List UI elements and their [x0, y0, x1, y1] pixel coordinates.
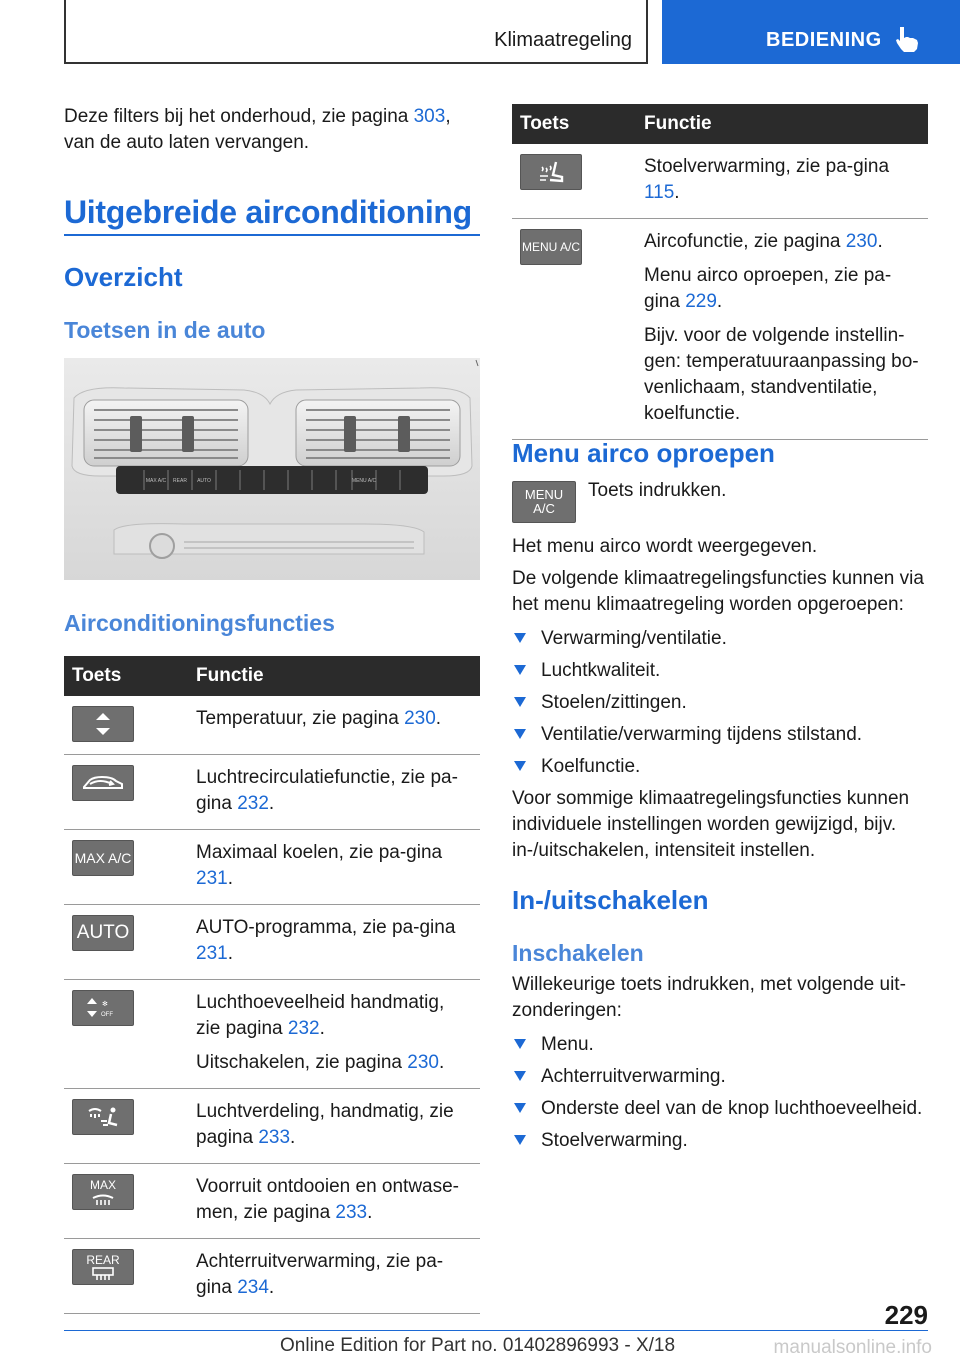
overview-heading: Overzicht	[64, 262, 183, 292]
keys-heading-block	[64, 317, 265, 344]
col-key-header: Toets	[64, 656, 188, 696]
row-text: Menu airco oproepen, zie pa-gina 229.	[644, 265, 892, 312]
col-key-header: Toets	[512, 104, 636, 144]
intro-text-end: ,	[445, 106, 451, 127]
onoff-p1: Willekeurige toets indrukken, met volgende uit-zonderingen:	[512, 974, 906, 1021]
title-rule	[64, 234, 480, 236]
list-item: Ventilatie/verwarming tijdens stilstand.	[512, 722, 928, 748]
recirculation-car-icon[interactable]	[72, 765, 134, 801]
section-title: BEDIENING	[766, 29, 882, 51]
list-item: Onderste deel van de knop luchthoeveelheid.	[512, 1096, 928, 1122]
menu-p3: Voor sommige klimaatregelingsfuncties kunnen individuele instellingen worden gewijzigd, bijv. in-/uitschakelen, intensiteit instellen.	[512, 788, 910, 861]
menu-heading: Menu airco oproepen	[512, 438, 775, 468]
air-volume-icon[interactable]	[72, 990, 134, 1026]
header-chapter-box	[64, 0, 648, 64]
list-item: Koelfunctie.	[512, 754, 928, 780]
press-text: Toets indrukken.	[588, 480, 727, 501]
list-item: Stoelen/zittingen.	[512, 690, 928, 716]
table-row	[64, 696, 480, 755]
bullet-triangle-icon	[514, 1135, 526, 1145]
onoff-heading-block	[512, 885, 709, 916]
row-text: Uitschakelen, zie pagina 230.	[196, 1052, 445, 1073]
page-link[interactable]: 303	[413, 106, 446, 127]
temperature-arrows-icon[interactable]	[72, 706, 134, 742]
functions-heading: Airconditioningsfuncties	[64, 610, 335, 636]
svg-text:✻: ✻	[102, 1001, 108, 1008]
row-text: Luchtrecirculatiefunctie, zie pa-gina 232.	[196, 767, 458, 814]
svg-text:REAR: REAR	[173, 478, 187, 484]
table-row	[64, 1239, 480, 1314]
menu-heading-block	[512, 438, 775, 469]
functions-heading-block	[64, 610, 335, 637]
intro-text: Deze filters bij het onderhoud, zie pagina	[64, 106, 414, 127]
footer-rule	[64, 1330, 928, 1331]
intro-text-2: van de auto laten vervangen.	[64, 132, 310, 153]
auto-icon[interactable]: AUTO	[72, 915, 134, 951]
page-link[interactable]: 232	[287, 1018, 320, 1039]
col-function-header: Functie	[188, 656, 480, 696]
page-title: Uitgebreide airconditioning	[64, 194, 472, 230]
watermark: manualsonline.info	[773, 1337, 932, 1358]
menu-ac-icon[interactable]: MENU A/C	[520, 229, 582, 265]
svg-text:AUTO: AUTO	[197, 478, 211, 484]
keys-heading: Toetsen in de auto	[64, 317, 266, 343]
row-text: Bijv. voor de volgende instellin-gen: temperatuuraanpassing bo-venlichaam, standventilatie, koelfunctie.	[644, 325, 919, 424]
table-row	[64, 755, 480, 830]
onoff-body	[512, 972, 928, 1160]
exceptions-list	[512, 1032, 928, 1154]
table-row	[64, 1089, 480, 1164]
row-text: Luchthoeveelheid handmatig, zie pagina 232.	[196, 992, 445, 1039]
bullet-triangle-icon	[514, 697, 526, 707]
bullet-triangle-icon	[514, 1103, 526, 1113]
page-link[interactable]: 231	[196, 943, 228, 964]
bullet-triangle-icon	[514, 761, 526, 771]
table-row	[64, 830, 480, 905]
row-text: Achterruitverwarming, zie pa-gina 234.	[196, 1251, 444, 1298]
menu-body	[512, 534, 928, 864]
row-text: Voorruit ontdooien en ontwase-men, zie pagina 233.	[196, 1176, 460, 1223]
pointing-hand-icon	[894, 25, 920, 53]
list-item: Achterruitverwarming.	[512, 1064, 928, 1090]
page-link[interactable]: 229	[685, 291, 717, 312]
press-text-block	[588, 478, 726, 504]
table-row	[64, 905, 480, 980]
max-ac-icon[interactable]: MAX A/C	[72, 840, 134, 876]
bullet-triangle-icon	[514, 633, 526, 643]
bullet-triangle-icon	[514, 665, 526, 675]
functions-table-continued	[512, 104, 928, 440]
table-header-row	[64, 656, 480, 696]
bullet-triangle-icon	[514, 1071, 526, 1081]
air-distribution-icon[interactable]	[72, 1099, 134, 1135]
page-link[interactable]: 230	[404, 708, 436, 729]
functions-table	[64, 656, 480, 1314]
list-item: Stoelverwarming.	[512, 1128, 928, 1154]
table-row	[64, 1164, 480, 1239]
table-header-row	[512, 104, 928, 144]
page-link[interactable]: 233	[335, 1202, 368, 1223]
page-link[interactable]: 233	[258, 1127, 291, 1148]
table-row	[512, 219, 928, 440]
header-section-box	[662, 0, 960, 64]
control-panel-illustration	[64, 358, 480, 580]
chapter-title: Klimaatregeling	[494, 29, 632, 51]
menu-ac-button-icon[interactable]: MENU A/C	[512, 481, 576, 523]
onoff-heading: In-/uitschakelen	[512, 885, 709, 915]
edition-text: Online Edition for Part no. 01402896993 - X/18	[280, 1335, 676, 1356]
row-text: Luchtverdeling, handmatig, zie pagina 233.	[196, 1101, 454, 1148]
key-label: REAR	[86, 1253, 120, 1267]
overview-heading-block	[64, 262, 183, 293]
row-text: Aircofunctie, zie pagina 230.	[644, 231, 883, 252]
table-row	[512, 144, 928, 219]
control-panel-image	[64, 358, 480, 580]
page-number: 229	[884, 1300, 928, 1330]
row-text: Stoelverwarming, zie pa-gina 115.	[644, 156, 890, 203]
switch-on-heading-block	[512, 940, 644, 967]
menu-p1: Het menu airco wordt weergegeven.	[512, 536, 818, 557]
seat-heating-icon[interactable]	[520, 154, 582, 190]
key-label: MAX	[89, 1178, 116, 1192]
menu-function-list	[512, 626, 928, 780]
rear-defrost-icon[interactable]	[72, 1249, 134, 1285]
max-defrost-icon[interactable]	[72, 1174, 134, 1210]
svg-text:OFF: OFF	[101, 1012, 113, 1018]
page-link[interactable]: 234	[237, 1277, 269, 1298]
svg-text:MAX A/C: MAX A/C	[145, 478, 167, 484]
list-item: Verwarming/ventilatie.	[512, 626, 928, 652]
table-row	[64, 980, 480, 1089]
row-text: Maximaal koelen, zie pa-gina 231.	[196, 842, 443, 889]
menu-p2: De volgende klimaatregelingsfuncties kunnen via het menu klimaatregeling worden opgeroepen:	[512, 568, 924, 615]
svg-text:MENU A/C: MENU A/C	[351, 478, 377, 484]
row-text: AUTO-programma, zie pa-gina 231.	[196, 917, 456, 964]
page-link[interactable]: 232	[237, 793, 269, 814]
page-link[interactable]: 230	[845, 231, 878, 252]
intro-paragraph	[64, 104, 484, 156]
switch-on-heading: Inschakelen	[512, 940, 644, 966]
col-function-header: Functie	[636, 104, 928, 144]
main-title-block	[64, 194, 480, 231]
bullet-triangle-icon	[514, 1039, 526, 1049]
row-text: Temperatuur, zie pagina 230.	[196, 708, 442, 729]
page-link[interactable]: 230	[407, 1052, 439, 1073]
list-item: Luchtkwaliteit.	[512, 658, 928, 684]
page-link[interactable]: 115	[644, 182, 675, 203]
page-link[interactable]: 231	[196, 868, 228, 889]
bullet-triangle-icon	[514, 729, 526, 739]
list-item: Menu.	[512, 1032, 928, 1058]
